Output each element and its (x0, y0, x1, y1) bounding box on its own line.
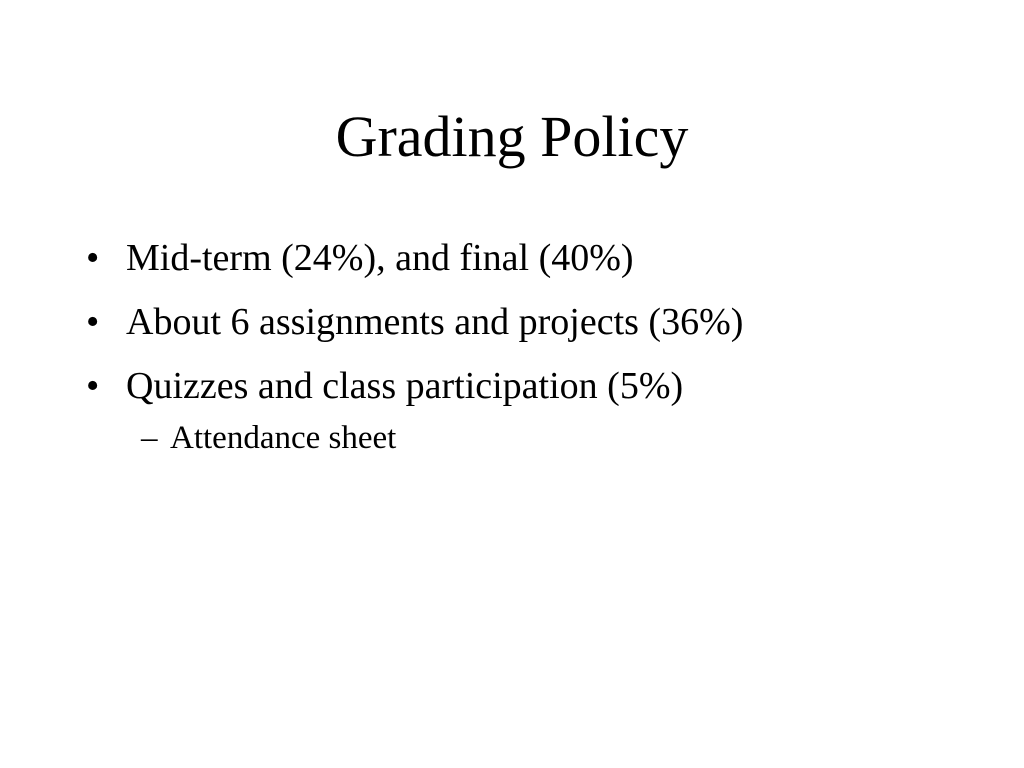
bullet-list (86, 230, 986, 460)
bullet-item (86, 358, 986, 422)
bullet-marker: • (86, 365, 100, 407)
sub-bullet-item (86, 416, 986, 460)
slide-title: Grading Policy (335, 104, 689, 169)
sub-bullet-text: Attendance sheet (170, 420, 397, 456)
bullet-marker: • (86, 301, 100, 343)
bullet-marker: • (86, 237, 100, 279)
bullet-text: About 6 assignments and projects (36%) (126, 301, 744, 343)
sub-bullet-marker: – (141, 420, 158, 456)
bullet-item (86, 294, 986, 358)
bullet-text: Mid-term (24%), and final (40%) (126, 237, 634, 279)
bullet-text: Quizzes and class participation (5%) (126, 365, 684, 407)
bullet-item (86, 230, 986, 294)
